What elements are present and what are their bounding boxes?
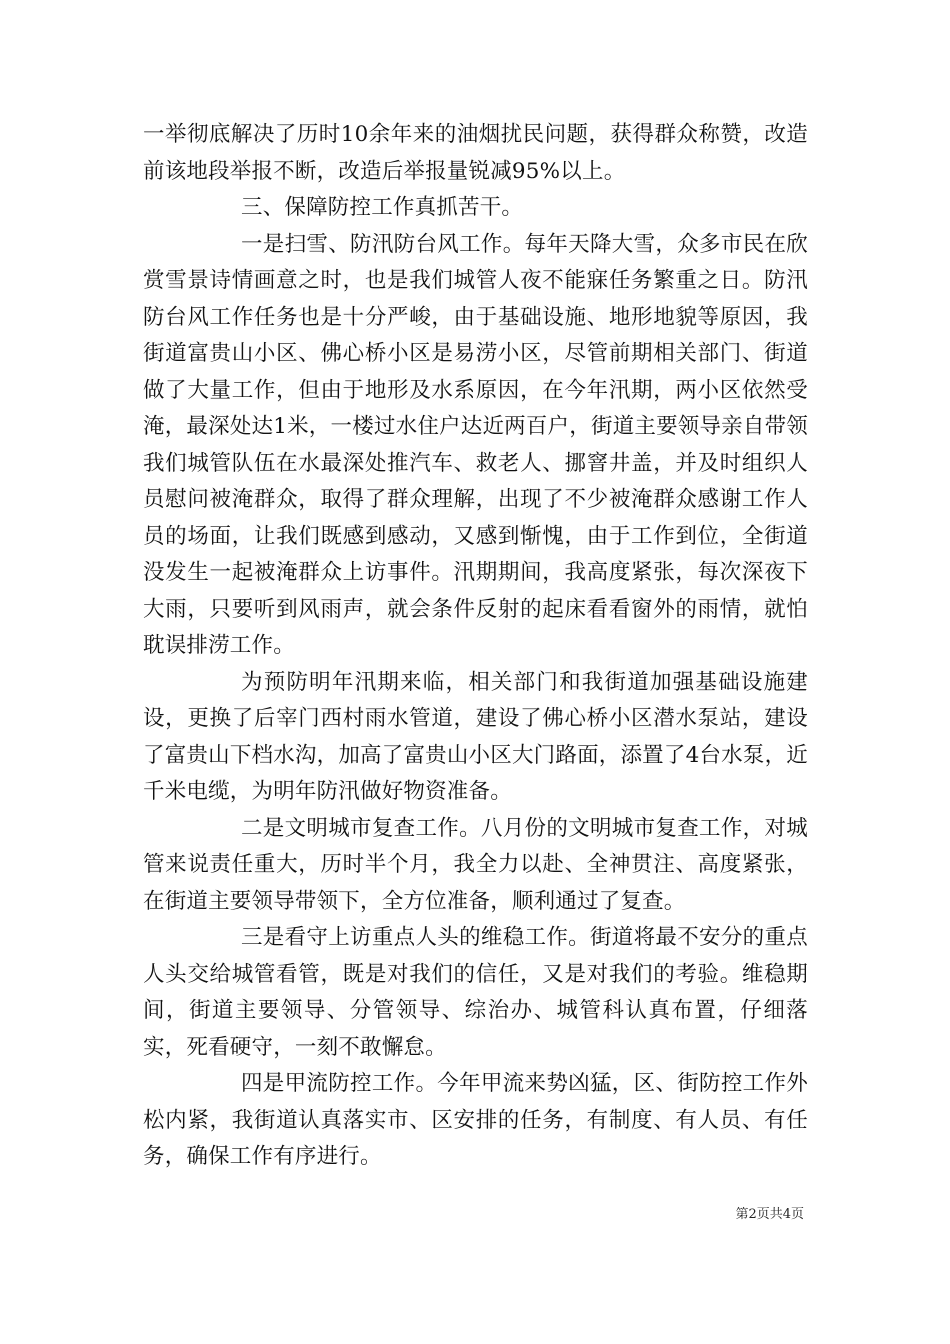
- section-heading: 三、保障防控工作真抓苦干。: [241, 195, 524, 220]
- paragraph-3: 一是扫雪、防汛防台风工作。每年天降大雪，众多市民在欣赏雪景诗情画意之时，也是我们城管人夜不能寐任务繁重之日。防汛防台风工作任务也是十分严峻，由于基础设施、地形地貌等原因，我街道富贵山小区、佛心桥小区是易涝小区，尽管前期相关部门、街道做了大量工作，但由于地形及水系原因，在今年汛期，两小区依然受淹，最深处达1米，一楼过水住户达近两百户，街道主要领导亲自带领我们城管队伍在水最深处推汽车、救老人、挪窨井盖，并及时组织人员慰问被淹群众，取得了群众理解，出现了不少被淹群众感谢工作人员的场面，让我们既感到感动，又感到惭愧，由于工作到位，全街道没发生一起被淹群众上访事件。汛期期间，我高度紧张，每次深夜下大雨，只要听到风雨声，就会条件反射的起床看看窗外的雨情，就怕耽误排涝工作。: [143, 231, 808, 658]
- paragraph-1: 一举彻底解决了历时10余年来的油烟扰民问题，获得群众称赞，改造前该地段举报不断，改造后举报量锐减95%以上。: [143, 122, 808, 184]
- paragraph-7: 四是甲流防控工作。今年甲流来势凶猛，区、街防控工作外松内紧，我街道认真落实市、区安排的任务，有制度、有人员、有任务，确保工作有序进行。: [143, 1071, 808, 1169]
- paragraph-5: 二是文明城市复查工作。八月份的文明城市复查工作，对城管来说责任重大，历时半个月，我全力以赴、全神贯注、高度紧张，在街道主要领导带领下，全方位准备，顺利通过了复查。: [143, 815, 808, 914]
- paragraph-6: 三是看守上访重点人头的维稳工作。街道将最不安分的重点人头交给城管看管，既是对我们的信任，又是对我们的考验。维稳期间，街道主要领导、分管领导、综治办、城管科认真布置，仔细落实，死看硬守，一刻不敢懈怠。: [143, 925, 808, 1060]
- document-body: [143, 117, 808, 1176]
- page-number-footer: 第2页共4页: [735, 1207, 804, 1222]
- paragraph-4: 为预防明年汛期来临，相关部门和我街道加强基础设施建设，更换了后宰门西村雨水管道，建设了佛心桥小区潜水泵站，建设了富贵山下档水沟，加高了富贵山小区大门路面，添置了4台水泵，近千米电缆，为明年防汛做好物资准备。: [143, 669, 808, 804]
